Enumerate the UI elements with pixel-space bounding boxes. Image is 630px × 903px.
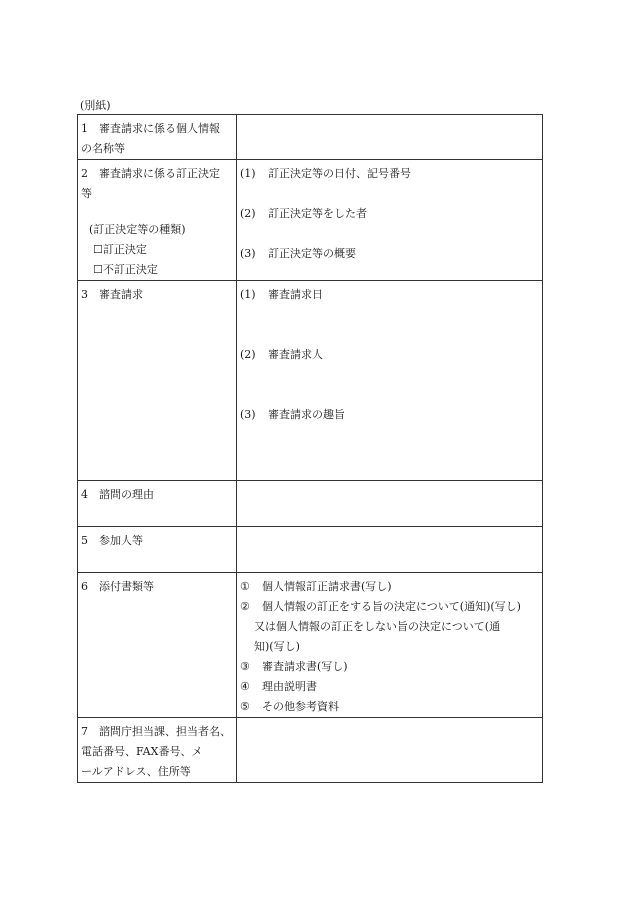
table-row xyxy=(78,160,543,281)
row-number: 4 xyxy=(81,488,88,501)
table-row xyxy=(78,573,543,718)
list-item: (2) 審査請求人 xyxy=(240,348,323,361)
row-4-label-cell xyxy=(78,481,237,527)
row-label-line: 審査請求に係る個人情報 xyxy=(99,122,220,135)
table-row xyxy=(78,718,543,783)
row-label: 諮問の理由 xyxy=(99,488,154,501)
row-7-label-cell xyxy=(78,718,237,783)
inquiry-form-table xyxy=(77,114,543,783)
table-row xyxy=(78,115,543,160)
list-item: ② 個人情報の訂正をする旨の決定について(通知)(写し) xyxy=(240,600,521,613)
row-label-line: 審査請求に係る訂正決定 xyxy=(99,167,220,180)
row-3-content-cell xyxy=(237,281,543,481)
list-item-continuation: 又は個人情報の訂正をしない旨の決定について(通 xyxy=(254,620,501,633)
list-item: ① 個人情報訂正請求書(写し) xyxy=(240,580,392,593)
table-row xyxy=(78,481,543,527)
list-item: ③ 審査請求書(写し) xyxy=(240,660,348,673)
decision-type-title: (訂正決定等の種類) xyxy=(89,223,186,236)
row-5-content-cell[interactable] xyxy=(237,527,543,573)
row-5-label-cell xyxy=(78,527,237,573)
row-6-content-cell xyxy=(237,573,543,718)
row-4-content-cell[interactable] xyxy=(237,481,543,527)
list-item-continuation: 知)(写し) xyxy=(254,640,300,653)
decision-type-option-correction[interactable]: ☐訂正決定 xyxy=(93,243,147,256)
row-3-label-cell xyxy=(78,281,237,481)
row-2-content-cell xyxy=(237,160,543,281)
row-number: 5 xyxy=(81,534,88,547)
list-item: (3) 訂正決定等の概要 xyxy=(240,247,356,260)
row-1-content-cell[interactable] xyxy=(237,115,543,160)
list-item: ⑤ その他参考資料 xyxy=(240,700,339,713)
table-row xyxy=(78,527,543,573)
row-number: 3 xyxy=(81,288,88,301)
attachment-caption: (別紙) xyxy=(80,99,111,112)
row-number: 2 xyxy=(81,167,88,180)
row-label-line: ールアドレス、住所等 xyxy=(81,765,191,778)
row-label: 添付書類等 xyxy=(99,580,154,593)
row-number: 6 xyxy=(81,580,88,593)
row-label-line: 等 xyxy=(81,187,92,200)
row-label: 審査請求 xyxy=(99,288,143,301)
row-number: 7 xyxy=(81,725,88,738)
list-item: (1) 訂正決定等の日付、記号番号 xyxy=(240,167,411,180)
row-label-line: の名称等 xyxy=(81,142,125,155)
row-label: 参加人等 xyxy=(99,534,143,547)
list-item: (1) 審査請求日 xyxy=(240,288,323,301)
table-row xyxy=(78,281,543,481)
row-6-label-cell xyxy=(78,573,237,718)
row-label-line: 電話番号、FAX番号、メ xyxy=(81,745,203,758)
row-label-line: 諮問庁担当課、担当者名、 xyxy=(99,725,231,738)
list-item: (3) 審査請求の趣旨 xyxy=(240,408,345,421)
row-number: 1 xyxy=(81,122,88,135)
list-item: (2) 訂正決定等をした者 xyxy=(240,207,367,220)
row-2-label-cell xyxy=(78,160,237,281)
list-item: ④ 理由説明書 xyxy=(240,680,317,693)
row-1-label-cell xyxy=(78,115,237,160)
row-7-content-cell[interactable] xyxy=(237,718,543,783)
decision-type-option-non-correction[interactable]: ☐不訂正決定 xyxy=(93,263,158,276)
